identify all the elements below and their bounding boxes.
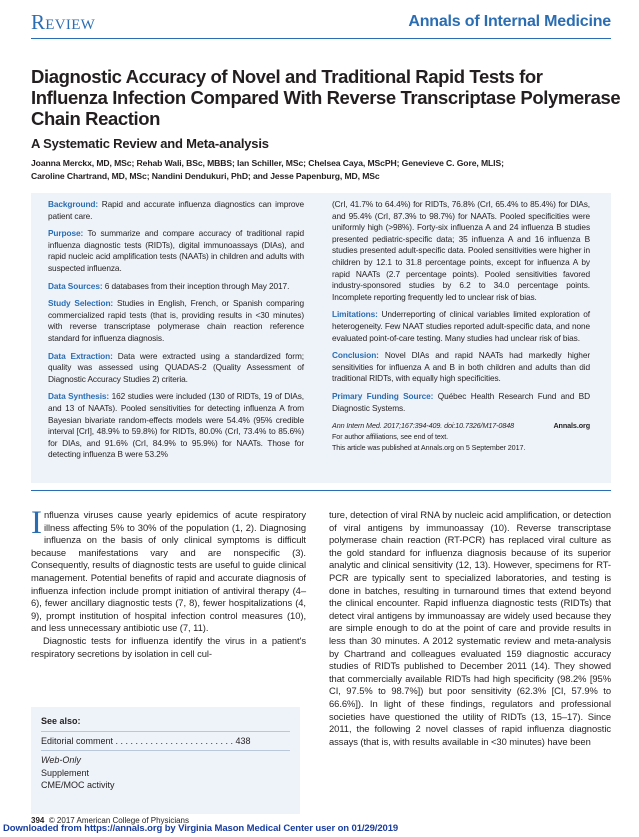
site-link[interactable]: Annals.org (553, 421, 590, 431)
abstract-divider (31, 490, 611, 491)
copyright: © 2017 American College of Physicians (48, 816, 190, 825)
citation: Ann Intern Med. 2017;167:394-409. doi:10.7326/M17-0848 (332, 421, 515, 431)
abstract-synthesis: Data Synthesis: 162 studies were included (130 of RIDTs, 19 of DIAs, and 13 of NAATs). Pooled sensitivities for detecting influenza A from Bayesian bivariate random-effects models were 54.4% (95% credible interval [CrI], 48.9% to 59.8%) for RIDTs, 80.0% (CrI, 73.4% to 85.6%) for DIAs, and 91.6% (CrI, 84.9% to 95.9%) for NAATs. Those for detecting influenza B were 53.2% (48, 391, 304, 460)
supplement-link[interactable]: Supplement (41, 767, 90, 778)
author-line-1: Joanna Merckx, MD, MSc; Rehab Wali, BSc, MBBS; Ian Schiller, MSc; Chelsea Caya, MScPH; Genevieve C. Gore, MLIS; (31, 158, 504, 168)
body-column-left (31, 505, 306, 660)
header-rule (31, 38, 611, 39)
body-column-right (329, 509, 611, 748)
abstract-sources: Data Sources: 6 databases from their inception through May 2017. (48, 280, 290, 291)
body-paragraph-1: Influenza viruses cause yearly epidemics of acute respiratory illness affecting 5% to 30% of the population (1, 2). Diagnosing influenza on the basis of only clinical symptoms is difficult because manifestations vary and are nonspecific (3). Consequently, results of diagnostic tests are useful to guide clinical management. Potential benefits of rapid and accurate diagnosis of influenza infection include prompt initiation of antiviral therapy (4–6), fewer ancillary diagnostic tests (7, 8), fewer hospitalizations (4, 9), prompt institution of hospital infection control measures (10), and less unnecessary antibiotic use (7, 11). (31, 505, 306, 634)
abstract-column-left (48, 199, 304, 467)
published-note: This article was published at Annals.org on 5 September 2017. (332, 443, 526, 453)
body-paragraph-3: ture, detection of viral RNA by nucleic acid amplification, or detection of viral antigens by immunoassay (10). Reverse transcriptase polymerase chain reaction (RT-PCR) has replaced viral culture as the gold standard for influenza diagnosis because of its superior analytic and clinical sensitivity (12, 13). However, specimens for RT-PCR are typically sent to specialized laboratories, and testing is done in batches, resulting in turnaround times that extend beyond the clinical encounter. Rapid influenza diagnostic tests (RIDTs) that detect viral antigens by immunoassay are widely used because they are simple enough to do at the point of care and provide results in less than 30 minutes. A 2012 systematic review and meta-analysis by Chartrand and colleagues evaluated 159 diagnostic accuracy studies of RIDTs published to December 2011 (14). They showed that commercially available RIDTs had high specificity (98.2% [95% CI, 97.5% to 98.7%]) but poor sensitivity (62.3% [CI, 57.9% to 66.6%]). In light of these findings, regulators and professional societies have questioned the utility of RIDTs (13, 15–17). Since 2011, the following 2 novel classes of rapid influenza diagnostic assays (that is, with results available in <30 minutes) have been (329, 509, 611, 747)
see-also-box (31, 707, 300, 814)
see-also-divider (41, 750, 290, 751)
web-only-label: Web-Only (41, 755, 81, 765)
article-subtitle: A Systematic Review and Meta-analysis (31, 136, 269, 151)
body-paragraph-2: Diagnostic tests for influenza identify the virus in a patient's respiratory secretions by isolation in cell cul- (31, 634, 306, 659)
abstract-column-right (332, 199, 590, 453)
abstract-limitations: Limitations: Underreporting of clinical variables limited exploration of heterogeneity. Few NAAT studies reported adult-specific data, and none evaluated point-of-care testing. Many studies had unclear risk of bias. (332, 309, 590, 343)
abstract-synthesis-continued: (CrI, 41.7% to 64.4%) for RIDTs, 76.8% (CrI, 65.4% to 85.4%) for DIAs, and 95.4% (CrI, 87.3% to 98.7%) for NAATs. Pooled specificities were uniformly high (>98%). Forty-six influenza A and 24 influenza B studies presented pediatric-specific data; 35 influenza A and 16 influenza B studies presented adult-specific data. Pooled sensitivities were higher in children by 12.1 to 31.8 percentage points, except for influenza A by rapid NAATs (2.7 percentage points). Pooled sensitivities favored industry-sponsored studies by 6.2 to 34.0 percentage points. Incomplete reporting frequently led to unclear risk of bias. (332, 199, 590, 302)
download-notice: Downloaded from https://annals.org by Virginia Mason Medical Center user on 01/29/2019 (3, 823, 399, 834)
cme-link[interactable]: CME/MOC activity (41, 780, 115, 790)
abstract-selection: Study Selection: Studies in English, French, or Spanish comparing commercialized rapid tests (that is, providing results in <30 minutes) with reverse transcriptase polymerase chain reaction reference standard for influenza diagnosis. (48, 298, 304, 343)
article-title: Diagnostic Accuracy of Novel and Traditional Rapid Tests for Influenza Infection Compared With Reverse Transcriptase Polymerase Chain Reaction (31, 66, 621, 129)
abstract-funding: Primary Funding Source: Québec Health Research Fund and BD Diagnostic Systems. (332, 390, 590, 413)
abstract-purpose: Purpose: To summarize and compare accuracy of traditional rapid influenza diagnostic tests (RIDTs), digital immunoassays (DIAs), and rapid nucleic acid amplification tests (NAATs) in children and adults with suspected influenza. (48, 228, 304, 273)
author-list (31, 157, 621, 182)
journal-name: Annals of Internal Medicine (408, 13, 611, 30)
see-also-divider (41, 731, 290, 732)
abstract-extraction: Data Extraction: Data were extracted using a standardized form; quality was assessed using QUADAS-2 (Quality Assessment of Diagnostic Accuracy Studies 2) criteria. (48, 350, 304, 384)
affiliations-note: For author affiliations, see end of text. (332, 432, 449, 442)
author-line-2: Caroline Chartrand, MD, MSc; Nandini Dendukuri, PhD; and Jesse Papenburg, MD, MSc (31, 170, 380, 181)
see-also-heading: See also: (41, 716, 81, 726)
editorial-link[interactable]: Editorial comment . . . . . . . . . . . . . . . . . . . . . . . . 438 (41, 735, 251, 746)
drop-cap: I (31, 505, 42, 541)
section-label: Review (31, 10, 96, 34)
abstract-background: Background: Rapid and accurate influenza diagnostics can improve patient care. (48, 199, 304, 221)
abstract-conclusion: Conclusion: Novel DIAs and rapid NAATs had markedly higher sensitivities for influenza A and B in both children and adults than did traditional RIDTs, with equally high specificities. (332, 350, 590, 384)
page-number: 394 (31, 816, 45, 825)
citation-block (332, 420, 590, 453)
